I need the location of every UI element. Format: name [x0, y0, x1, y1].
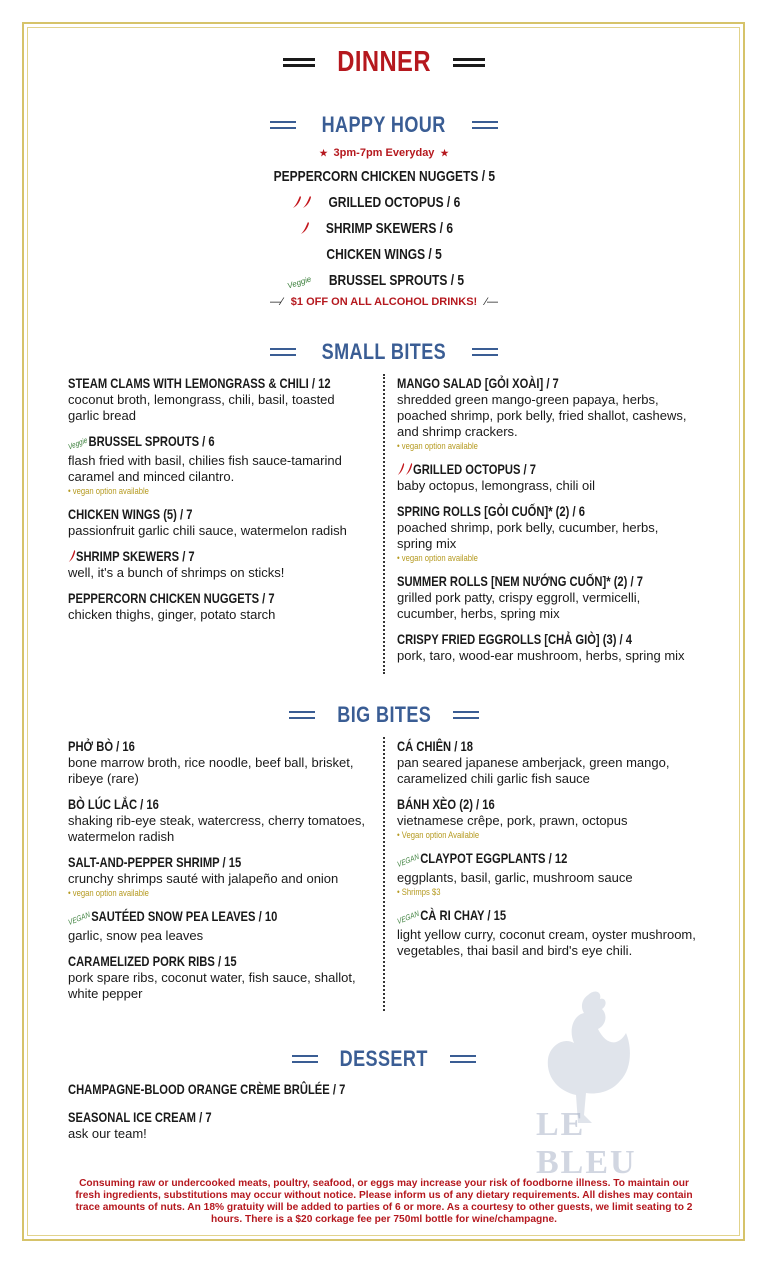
menu-item-title: STEAM CLAMS WITH LEMONGRASS & CHILI / 12 — [68, 375, 331, 391]
menu-item — [397, 795, 697, 841]
menu-item-note: • Shrimps $3 — [397, 887, 441, 897]
menu-item-title: CLAYPOT EGGPLANTS / 12 — [420, 850, 568, 866]
hh-item-brussel — [0, 272, 768, 289]
menu-item-title-row — [397, 460, 637, 478]
menu-item-desc: pork, taro, wood-ear mushroom, herbs, spring mix — [397, 648, 685, 663]
menu-item-title: CHICKEN WINGS (5) / 7 — [68, 506, 193, 522]
brand-logo-text: LE BLEU — [536, 1106, 637, 1181]
menu-item — [68, 795, 368, 845]
menu-item-title: CÁ CHIÊN / 18 — [397, 738, 473, 754]
happy-hour-alcohol — [0, 296, 768, 308]
big-bites-left — [68, 737, 368, 1010]
menu-item-note: • Vegan option Available — [397, 830, 480, 840]
menu-item-note: • vegan option available — [68, 888, 149, 898]
menu-item — [68, 952, 368, 1002]
hh-item-label: SHRIMP SKEWERS / 6 — [325, 220, 453, 237]
big-bites-title: BIG BITES — [337, 702, 431, 727]
dessert-list — [68, 1080, 468, 1150]
big-bites-right — [397, 737, 697, 967]
menu-item-desc: light yellow curry, coconut cream, oyster mushroom, vegetables, thai basil and bird's eye chili. — [397, 927, 696, 958]
column-divider — [383, 374, 385, 674]
chili-icon — [68, 549, 76, 563]
menu-item-title: CÀ RI CHAY / 15 — [420, 907, 507, 923]
menu-item-desc: shaking rib-eye steak, watercress, cherry tomatoes, watermelon radish — [68, 813, 365, 844]
heading-rule-right — [472, 121, 498, 129]
hh-item-shrimp — [0, 220, 768, 237]
menu-item-title: SALT-AND-PEPPER SHRIMP / 15 — [68, 854, 242, 870]
menu-item-desc: baby octopus, lemongrass, chili oil — [397, 478, 595, 493]
hh-item-label: BRUSSEL SPROUTS / 5 — [329, 272, 465, 289]
menu-item — [68, 1108, 468, 1142]
menu-item-title: SUMMER ROLLS [NEM NƯỚNG CUỐN]* (2) / 7 — [397, 573, 643, 589]
menu-item-desc: vietnamese crêpe, pork, prawn, octopus — [397, 813, 628, 828]
vegan-icon: VEGAN — [396, 908, 420, 927]
dash-icon: —⁄ — [269, 296, 283, 308]
column-divider — [383, 737, 385, 1011]
hh-item-octopus — [0, 194, 768, 211]
menu-item-title-row — [68, 547, 308, 565]
menu-item-desc: pork spare ribs, coconut water, fish sauce, shallot, white pepper — [68, 970, 356, 1001]
dash-icon: ⁄— — [485, 296, 499, 308]
hh-item-nuggets — [0, 168, 768, 185]
menu-item — [68, 907, 368, 944]
menu-item-title: MANGO SALAD [GỎI XOÀI] / 7 — [397, 375, 559, 391]
hh-item-label: GRILLED OCTOPUS / 6 — [328, 194, 460, 211]
menu-item — [397, 572, 697, 622]
chili-icon — [300, 221, 310, 235]
small-bites-left — [68, 374, 368, 631]
menu-item-title: PEPPERCORN CHICKEN NUGGETS / 7 — [68, 590, 275, 606]
dessert-heading — [0, 1046, 768, 1072]
small-bites-title: SMALL BITES — [321, 339, 447, 364]
menu-item — [68, 374, 368, 424]
menu-item-title: CHAMPAGNE-BLOOD ORANGE CRÈME BRÛLÉE / 7 — [68, 1081, 346, 1097]
small-bites-right — [397, 374, 697, 672]
menu-item-title: CRISPY FRIED EGGROLLS [CHẢ GIÒ] (3) / 4 — [397, 631, 633, 647]
menu-item-desc: crunchy shrimps sauté with jalapeño and onion — [68, 871, 339, 886]
menu-item-desc: bone marrow broth, rice noodle, beef ball, brisket, ribeye (rare) — [68, 755, 354, 786]
chili-icon — [292, 195, 302, 209]
dinner-heading — [0, 46, 768, 79]
chili-icon — [397, 462, 405, 476]
star-icon: ★ — [440, 148, 449, 158]
menu-item-title: SPRING ROLLS [GỎI CUỐN]* (2) / 6 — [397, 503, 585, 519]
menu-item-desc: pan seared japanese amberjack, green mango, caramelized chili garlic fish sauce — [397, 755, 670, 786]
menu-item — [397, 460, 697, 494]
menu-item-title: PHỞ BÒ / 16 — [68, 738, 135, 754]
heading-rule-left — [283, 58, 315, 67]
menu-item — [397, 502, 697, 564]
menu-item-title: BRUSSEL SPROUTS / 6 — [88, 433, 215, 449]
menu-item-title-row — [68, 907, 308, 928]
menu-item — [397, 630, 697, 664]
hh-item-label: CHICKEN WINGS / 5 — [326, 246, 442, 263]
menu-item-title-row — [397, 906, 637, 927]
chili-icon — [302, 195, 312, 209]
footer-disclaimer: Consuming raw or undercooked meats, poultry, seafood, or eggs may increase your risk of foodborne illness. To maintain our fresh ingredients, substitutions may occur without notice. Please inform us of any dietary requirements. All dishes may contain trace amounts of nuts. An 18% gratuity will be added to parties of 6 or more. As a courtesy to other guests, we limit seating to 2 hours. There is a $20 corkage fee per 750ml bottle for wine/champagne. — [75, 1178, 693, 1225]
vegan-icon: VEGAN — [67, 909, 91, 928]
menu-item-desc: coconut broth, lemongrass, chili, basil, toasted garlic bread — [68, 392, 335, 423]
dessert-title: DESSERT — [339, 1046, 429, 1071]
menu-item-desc: garlic, snow pea leaves — [68, 928, 204, 943]
menu-item-desc: well, it's a bunch of shrimps on sticks! — [68, 565, 285, 580]
chili-icon — [405, 462, 413, 476]
happy-hour-title: HAPPY HOUR — [321, 112, 447, 137]
hh-item-label: PEPPERCORN CHICKEN NUGGETS / 5 — [273, 168, 495, 185]
menu-item-desc: eggplants, basil, garlic, mushroom sauce — [397, 870, 633, 885]
menu-item-title-row — [397, 849, 637, 870]
menu-item-desc: ask our team! — [68, 1126, 147, 1141]
happy-hour-time-text: 3pm-7pm Everyday — [333, 147, 435, 159]
menu-item — [397, 374, 697, 452]
menu-item — [68, 432, 368, 497]
menu-item-title: SAUTÉED SNOW PEA LEAVES / 10 — [91, 908, 278, 924]
heading-rule-right — [453, 711, 479, 719]
menu-item — [397, 737, 697, 787]
heading-rule-right — [472, 348, 498, 356]
menu-item — [68, 505, 368, 539]
heading-rule-left — [292, 1055, 318, 1063]
menu-item — [68, 589, 368, 623]
veggie-icon: Veggie — [67, 435, 89, 452]
menu-item-desc: flash fried with basil, chilies fish sauce-tamarind caramel and minced cilantro. — [68, 453, 342, 484]
menu-item — [68, 853, 368, 899]
heading-rule-right — [453, 58, 485, 67]
menu-item — [397, 849, 697, 898]
happy-hour-alcohol-text: $1 OFF ON ALL ALCOHOL DRINKS! — [290, 296, 478, 308]
hh-item-wings — [0, 246, 768, 263]
menu-item-title: CARAMELIZED PORK RIBS / 15 — [68, 953, 237, 969]
menu-item-note: • vegan option available — [68, 486, 149, 496]
menu-item-title-row — [68, 432, 308, 453]
dinner-title: DINNER — [337, 46, 431, 78]
menu-item — [68, 1080, 468, 1098]
menu-item-desc: grilled pork patty, crispy eggroll, vermicelli, cucumber, herbs, spring mix — [397, 590, 641, 621]
menu-item — [397, 906, 697, 959]
big-bites-heading — [0, 702, 768, 728]
small-bites-heading — [0, 339, 768, 365]
heading-rule-left — [270, 348, 296, 356]
menu-item-title: GRILLED OCTOPUS / 7 — [413, 461, 537, 477]
heading-rule-left — [289, 711, 315, 719]
menu-item-desc: passionfruit garlic chili sauce, watermelon radish — [68, 523, 347, 538]
menu-item-title: BÁNH XÈO (2) / 16 — [397, 796, 495, 812]
star-icon: ★ — [319, 148, 328, 158]
heading-rule-right — [450, 1055, 476, 1063]
menu-item-desc: shredded green mango-green papaya, herbs, poached shrimp, pork belly, fried shallot, cashews, and shrimp crackers. — [397, 392, 687, 439]
menu-item — [68, 547, 368, 581]
menu-item-note: • vegan option available — [397, 441, 478, 451]
menu-item — [68, 737, 368, 787]
happy-hour-heading — [0, 112, 768, 138]
menu-item-title: BÒ LÚC LẮC / 16 — [68, 796, 159, 812]
menu-item-desc: chicken thighs, ginger, potato starch — [68, 607, 276, 622]
vegan-icon: VEGAN — [396, 851, 420, 870]
veggie-icon: Veggie — [285, 274, 313, 291]
menu-item-desc: poached shrimp, pork belly, cucumber, herbs, spring mix — [397, 520, 659, 551]
menu-item-note: • vegan option available — [397, 553, 478, 563]
heading-rule-left — [270, 121, 296, 129]
menu-item-title: SHRIMP SKEWERS / 7 — [76, 548, 195, 564]
happy-hour-time — [0, 147, 768, 159]
menu-item-title: SEASONAL ICE CREAM / 7 — [68, 1109, 212, 1125]
